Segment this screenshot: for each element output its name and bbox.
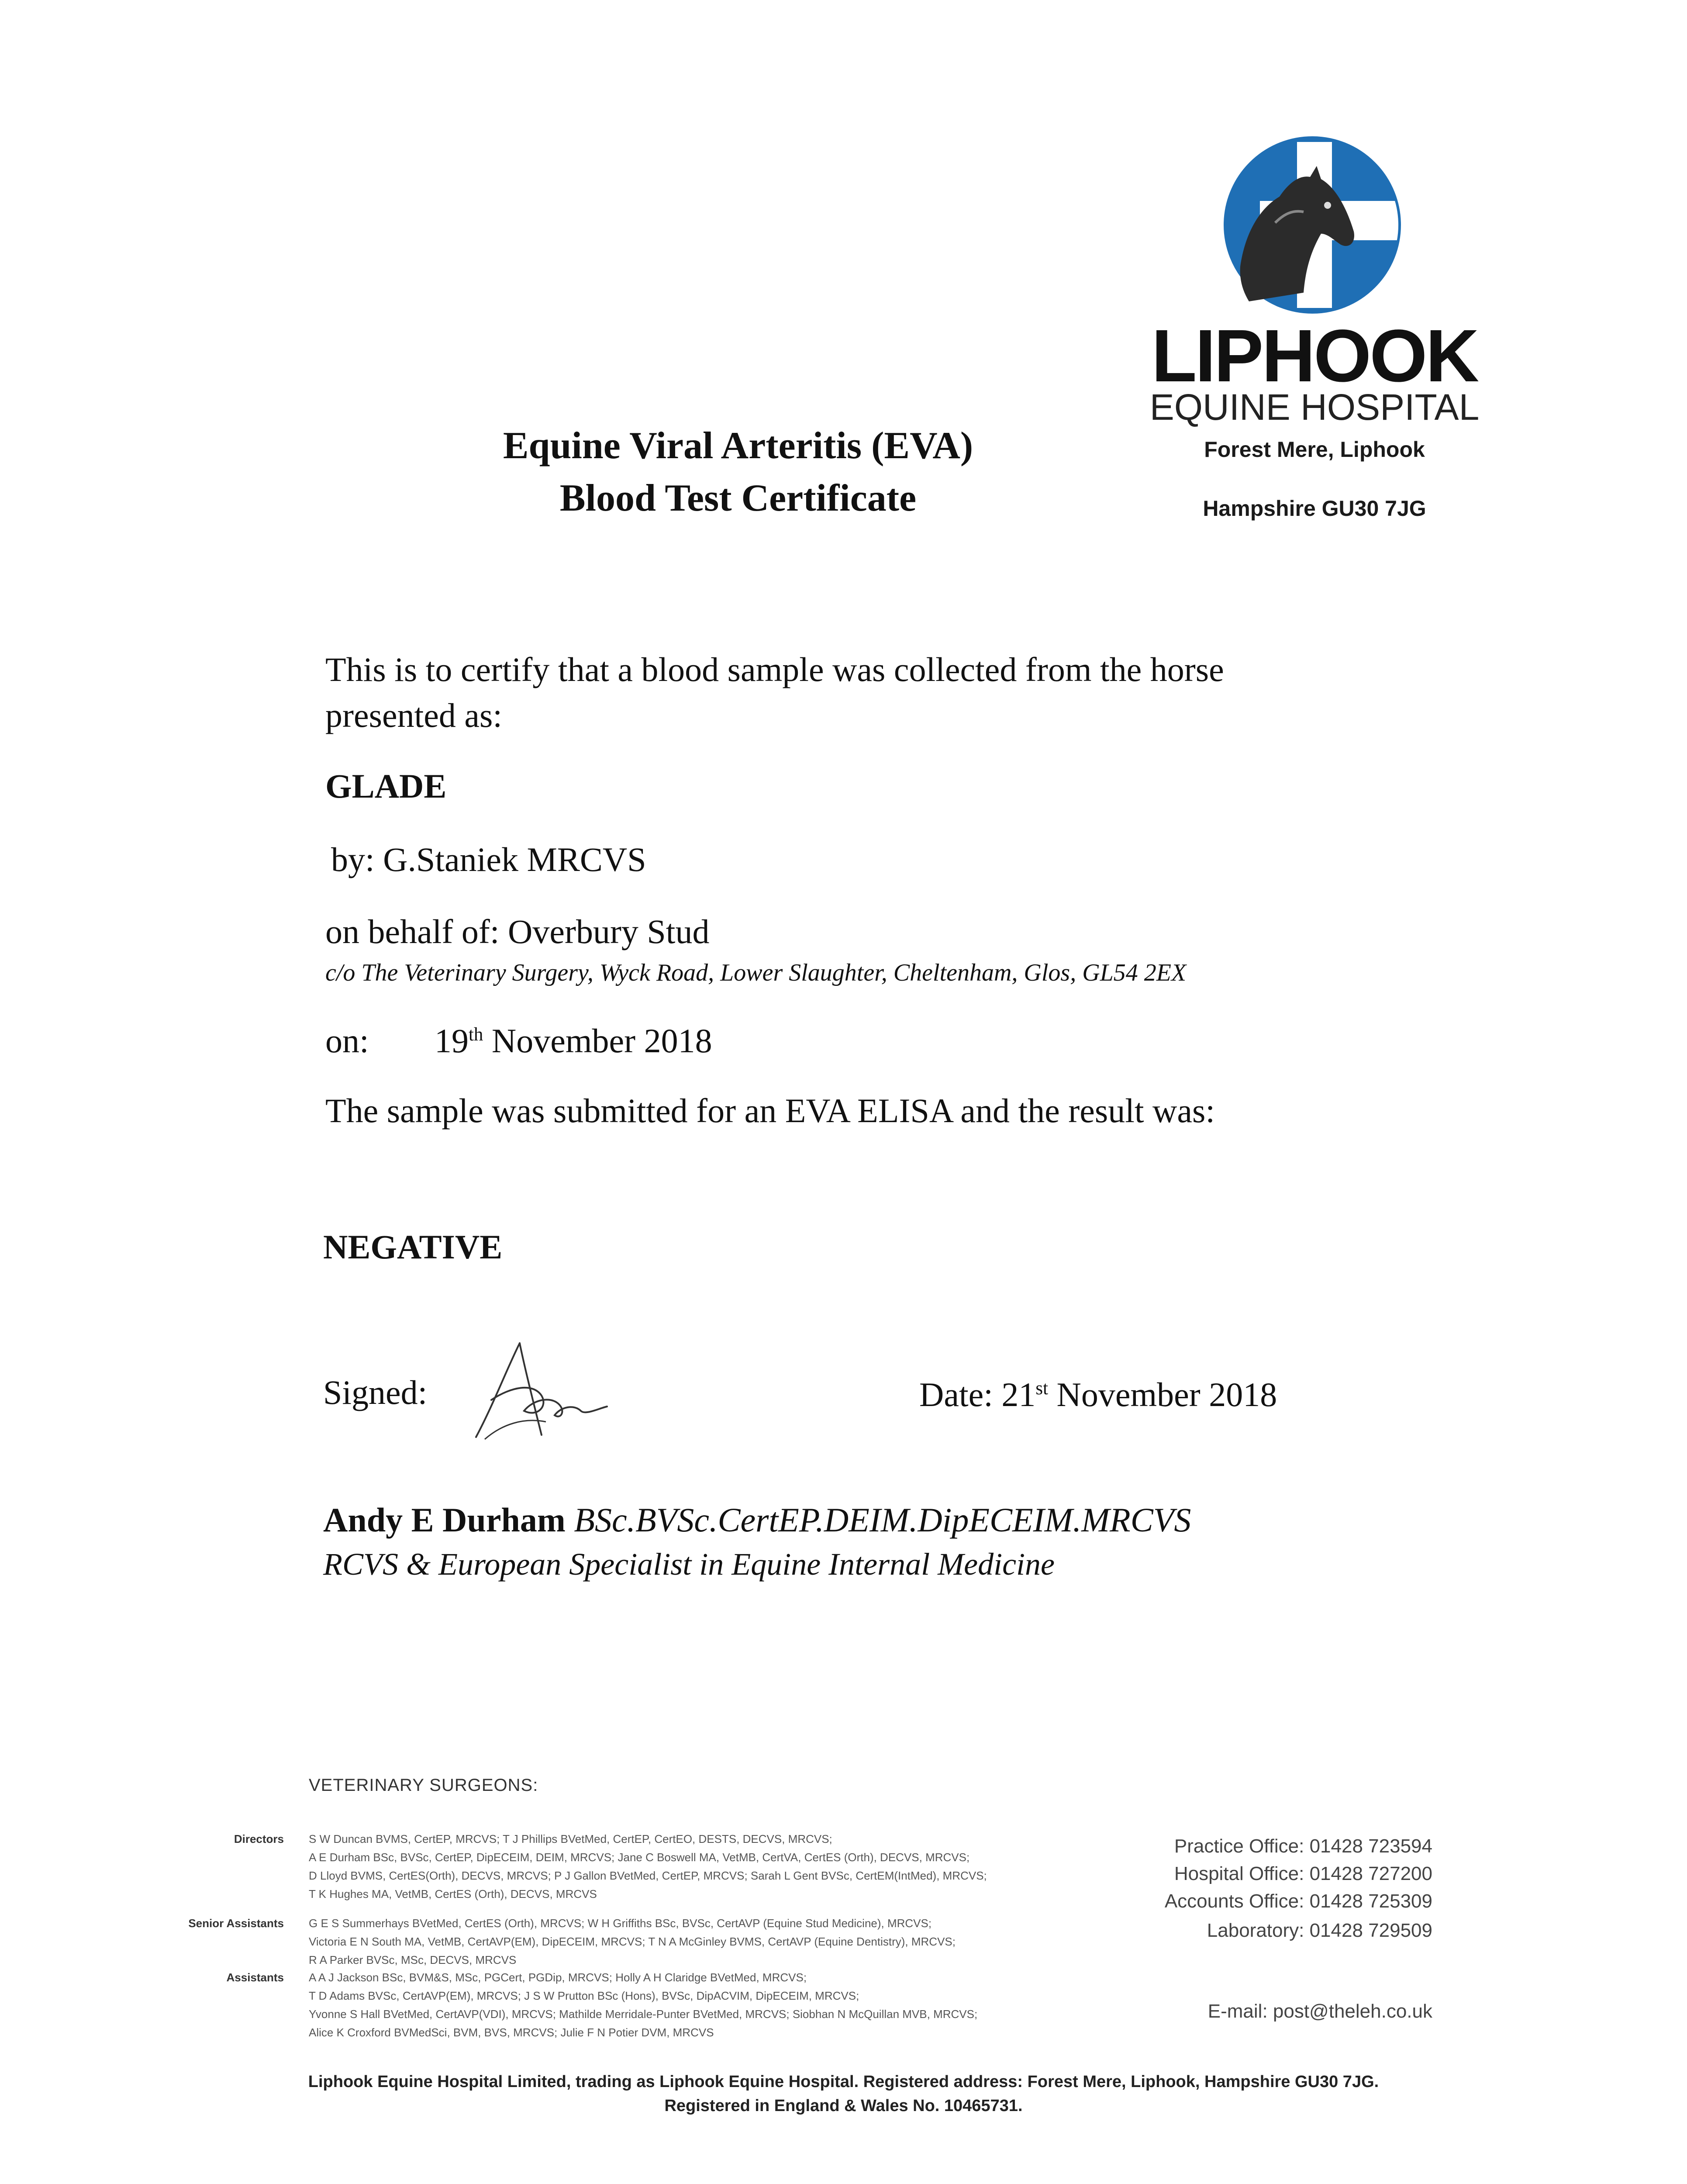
client-address: c/o The Veterinary Surgery, Wyck Road, Lower Slaughter, Cheltenham, Glos, GL54 2EX — [325, 959, 1187, 986]
certify-statement: This is to certify that a blood sample was collected from the horse presented as: — [325, 650, 1224, 735]
logo-title: LIPHOOK — [1151, 314, 1478, 397]
collection-month-year: November 2018 — [483, 1022, 712, 1060]
signer-qualifications: BSc.BVSc.CertEP.DEIM.DipECEIM.MRCVS — [565, 1501, 1191, 1539]
date-rest: November 2018 — [1048, 1375, 1277, 1413]
signed-label: Signed: — [323, 1373, 428, 1411]
collection-date — [435, 1018, 712, 1064]
horse-name: GLADE — [325, 767, 447, 805]
practice-office-phone: Practice Office: 01428 723594 — [1174, 1835, 1432, 1857]
assistants-line: Yvonne S Hall BVetMed, CertAVP(VDI), MRCVS; Mathilde Merridale-Punter BVetMed, MRCVS; Siobhan N McQuillan MVB, MRCVS; — [309, 2008, 978, 2021]
certificate-title-line1: Equine Viral Arteritis (EVA) — [503, 425, 973, 467]
collection-date-label: on: — [325, 1022, 369, 1060]
directors-line: T K Hughes MA, VetMB, CertES (Orth), DECVS, MRCVS — [309, 1887, 597, 1901]
handwritten-signature — [467, 1334, 611, 1448]
senior-assistants-line: Victoria E N South MA, VetMB, CertAVP(EM), DipECEIM, MRCVS; T N A McGinley BVMS, CertAVP (Equine Dentistry), MRCVS; — [309, 1935, 956, 1948]
laboratory-phone: Laboratory: 01428 729509 — [1207, 1920, 1432, 1941]
hospital-address-line1: Forest Mere, Liphook — [1204, 437, 1425, 462]
senior-assistants-line: R A Parker BVSc, MSc, DECVS, MRCVS — [309, 1953, 517, 1966]
assistants-line: T D Adams BVSc, CertAVP(EM), MRCVS; J S W Prutton BSc (Hons), BVSc, DipACVIM, DipECEIM, MRCVS; — [309, 1989, 859, 2002]
collected-by: by: G.Staniek MRCVS — [331, 840, 646, 878]
date-label: Date: 21 — [919, 1375, 1036, 1413]
date-suffix: st — [1035, 1378, 1049, 1399]
registration-number-footer: Registered in England & Wales No. 10465731. — [664, 2097, 1023, 2115]
on-behalf-of: on behalf of: Overbury Stud — [325, 912, 710, 950]
senior-assistants-line: G E S Summerhays BVetMed, CertES (Orth), MRCVS; W H Griffiths BSc, BVSc, CertAVP (Equine Stud Medicine), MRCVS; — [309, 1917, 932, 1930]
accounts-office-phone: Accounts Office: 01428 725309 — [1164, 1890, 1432, 1912]
signer-name: Andy E Durham — [323, 1501, 566, 1539]
certificate-title-line2: Blood Test Certificate — [559, 477, 917, 519]
logo-subtitle: EQUINE HOSPITAL — [1149, 387, 1480, 428]
certificate-date — [919, 1372, 1277, 1417]
directors-line: A E Durham BSc, BVSc, CertEP, DipECEIM, DEIM, MRCVS; Jane C Boswell MA, VetMB, CertVA, CertES (Orth), DECVS, MRCVS; — [309, 1851, 970, 1864]
liphook-horse-cross-logo — [1223, 135, 1402, 314]
directors-line: S W Duncan BVMS, CertEP, MRCVS; T J Phillips BVetMed, CertEP, CertEO, DESTS, DECVS, MRCVS; — [309, 1832, 832, 1845]
collection-day: 19 — [435, 1022, 469, 1060]
assistants-line: A A J Jackson BSc, BVM&S, MSc, PGCert, PGDip, MRCVS; Holly A H Claridge BVetMed, MRCVS; — [309, 1971, 807, 1984]
test-result: NEGATIVE — [323, 1228, 503, 1266]
signer-role: RCVS & European Specialist in Equine Internal Medicine — [323, 1547, 1055, 1582]
directors-label: Directors — [234, 1832, 284, 1845]
hospital-address-line2: Hampshire GU30 7JG — [1203, 496, 1426, 521]
signer-line — [323, 1500, 1191, 1540]
collection-day-suffix: th — [469, 1024, 483, 1045]
assistants-line: Alice K Croxford BVMedSci, BVM, BVS, MRCVS; Julie F N Potier DVM, MRCVS — [309, 2026, 714, 2039]
senior-assistants-label: Senior Assistants — [188, 1917, 284, 1930]
hospital-office-phone: Hospital Office: 01428 727200 — [1174, 1863, 1432, 1884]
test-statement: The sample was submitted for an EVA ELISA and the result was: — [325, 1092, 1215, 1130]
directors-line: D Lloyd BVMS, CertES(Orth), DECVS, MRCVS; P J Gallon BVetMed, CertEP, MRCVS; Sarah L Gent BVSc, CertEM(IntMed), MRCVS; — [309, 1869, 987, 1882]
email-address: E-mail: post@theleh.co.uk — [1207, 2001, 1432, 2022]
veterinary-surgeons-heading: VETERINARY SURGEONS: — [309, 1776, 538, 1795]
registered-address-footer: Liphook Equine Hospital Limited, trading as Liphook Equine Hospital. Registered address: Forest Mere, Liphook, Hampshire GU30 7JG. — [308, 2073, 1379, 2091]
assistants-label: Assistants — [226, 1971, 284, 1984]
